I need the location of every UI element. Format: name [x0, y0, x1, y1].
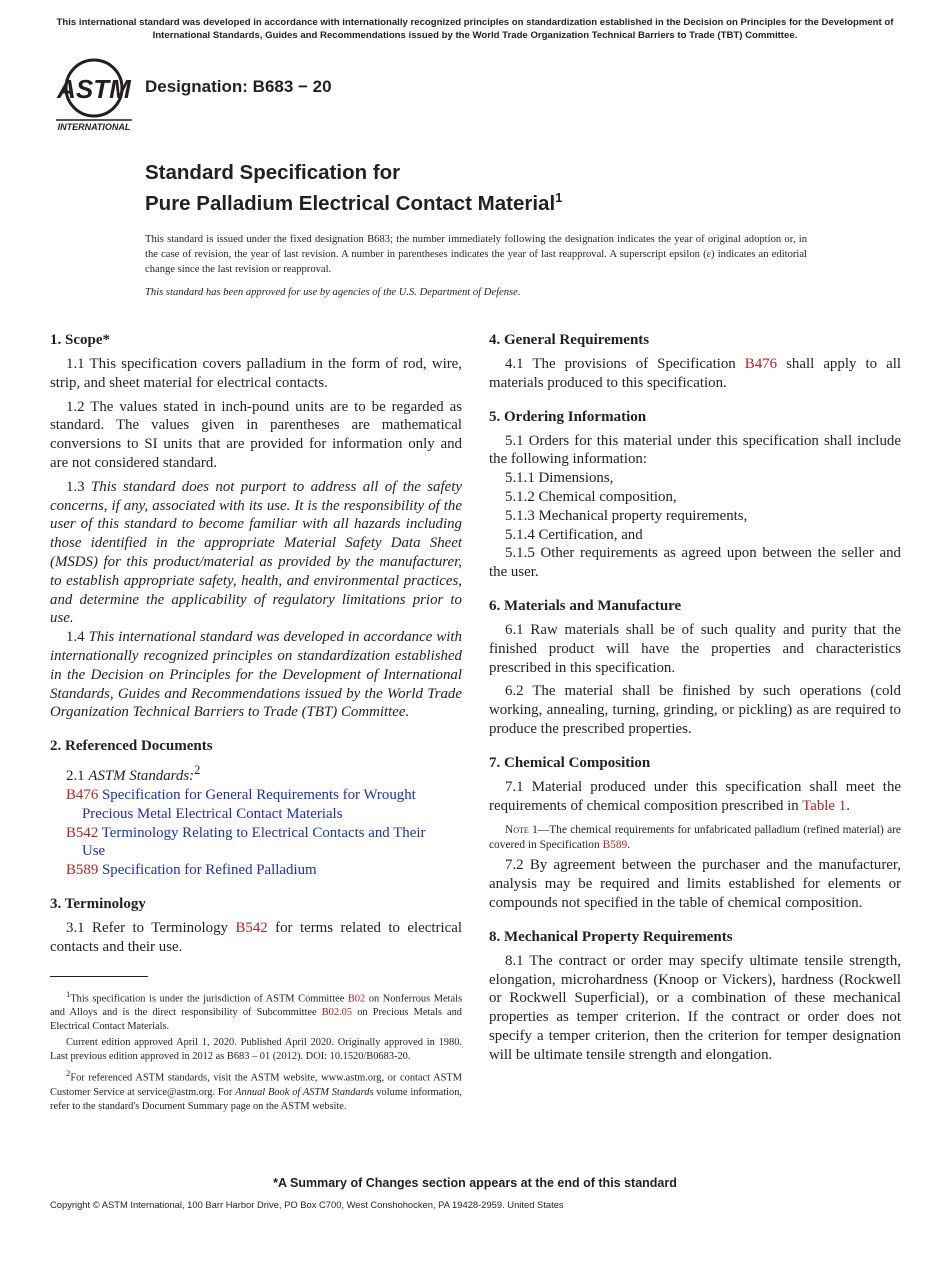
- left-column: [50, 330, 462, 970]
- footnote-1: $^1$This specification is under the jurisdiction of ASTM Committee B02 on Nonferrous Metals and Alloys and is the direct responsibility of Subcommittee B02.05 on Precious Metals and Electrical Contact Materials.: [50, 989, 462, 1033]
- section-heading: 4. General Requirements: [489, 332, 650, 348]
- section-materials-manufacture: [489, 596, 901, 739]
- section-heading: 1. Scope*: [50, 332, 110, 348]
- footnote-1-edition: Current edition approved April 1, 2020. Published April 2020. Originally approved in 1980. Last previous edition approved in 2012 as B683 – 01 (2012). DOI: 10.1520/B0683-20.: [50, 1037, 462, 1063]
- ref-code-link[interactable]: B589: [66, 862, 99, 879]
- designation: Designation: B683 − 20: [145, 77, 332, 96]
- list-item: 5.1.1 Dimensions,: [505, 470, 614, 487]
- section-mechanical-properties: [489, 927, 901, 1065]
- title-footnote-marker: 1: [555, 190, 563, 205]
- list-item: 5.1.4 Certification, and: [505, 526, 643, 543]
- right-column: [489, 330, 901, 1079]
- paragraph-5-1-5: 5.1.5 Other requirements as agreed upon between the seller and the user.: [489, 545, 901, 581]
- section-heading: 8. Mechanical Property Requirements: [489, 928, 733, 945]
- section-scope: [50, 330, 462, 722]
- section-heading: 6. Materials and Manufacture: [489, 597, 682, 614]
- footnotes: [50, 976, 462, 1116]
- paragraph-5-1: 5.1 Orders for this material under this specification shall include the following information:: [489, 432, 901, 468]
- paragraph-2-1: 2.1 ASTM Standards:$^2$: [66, 763, 201, 785]
- logo-text: ASTM: [57, 74, 131, 104]
- note-1: Note 1—The chemical requirements for unfabricated palladium (refined material) are covered in Specification B589.: [489, 824, 901, 852]
- reference-b476[interactable]: B476 Specification for General Requirements for Wrought Precious Metal Electrical Contact Materials: [66, 786, 416, 822]
- section-ordering-information: [489, 407, 901, 582]
- reference-b589[interactable]: B589 Specification for Refined Palladium: [66, 862, 317, 879]
- section-general-requirements: [489, 330, 901, 393]
- paragraph-1-2: 1.2 The values stated in inch-pound units are to be regarded as standard. The values given in parentheses are mathematical conversions to SI units that are provided for information only and are not considered standard.: [50, 398, 462, 471]
- ref-code-link[interactable]: B476: [66, 786, 99, 803]
- paragraph-8-1: 8.1 The contract or order may specify ultimate tensile strength, elongation, microhardness (Knoop or Vickers), hardness (Rockwell or Rockwell Superficial), or a combination of these mechanical properties as temper criterion. If the contract or order does not specify a temper criterion, then the criterion for temper designation will be ultimate tensile strength and elongation.: [489, 952, 901, 1063]
- title-line-1: Standard Specification for: [145, 161, 401, 184]
- paragraph-1-3: 1.3 This standard does not purport to address all of the safety concerns, if any, associated with its use. It is the responsibility of the user of this standard to become familiar with all hazards including those identified in the appropriate Material Safety Data Sheet (MSDS) for this product/material as provided by the manufacturer, to establish appropriate safety, health, and environmental practices, and determine the applicability of regulatory limitations prior to use.: [50, 478, 462, 627]
- list-item: 5.1.3 Mechanical property requirements,: [505, 507, 748, 524]
- copyright: Copyright © ASTM International, 100 Barr Harbor Drive, PO Box C700, West Conshohocken, PA 19428-2959. United States: [50, 1199, 564, 1210]
- astm-logo: [54, 56, 134, 134]
- paragraph-7-1: 7.1 Material produced under this specification shall meet the requirements of chemical composition prescribed in Table 1.: [489, 778, 901, 814]
- ref-code-link[interactable]: B542: [66, 824, 99, 841]
- reference-b542[interactable]: B542 Terminology Relating to Electrical Contacts and Their Use: [66, 824, 426, 860]
- section-terminology: [50, 894, 462, 957]
- summary-of-changes-note: *A Summary of Changes section appears at the end of this standard: [273, 1176, 677, 1190]
- preface-paragraph: This standard is issued under the fixed designation B683; the number immediately following the designation indicates the year of original adoption or, in the case of revision, the year of last revision. A number in parentheses indicates the year of last reapproval. A superscript epsilon (ε) indicates an editorial change since the last revision or reapproval.: [145, 234, 807, 275]
- logo-subtext: INTERNATIONAL: [57, 122, 131, 132]
- paragraph-1-1: 1.1 This specification covers palladium in the form of rod, wire, strip, and sheet material for electrical contacts.: [50, 356, 462, 391]
- preface: [145, 232, 807, 308]
- paragraph-6-2: 6.2 The material shall be finished by such operations (cold working, annealing, turning, grinding, or pickling) as are required to produce the prescribed properties.: [489, 683, 901, 737]
- section-referenced-documents: [50, 736, 462, 880]
- section-chemical-composition: [489, 753, 901, 913]
- section-heading: 3. Terminology: [50, 895, 146, 912]
- paragraph-7-2: 7.2 By agreement between the purchaser and the manufacturer, analysis may be required and limits established for elements or compounds not specified in the table of chemical composition.: [489, 857, 901, 911]
- ref-link[interactable]: B589: [602, 839, 628, 852]
- dod-approval: This standard has been approved for use by agencies of the U.S. Department of Defense.: [145, 287, 521, 298]
- footnote-2: $^2$For referenced ASTM standards, visit the ASTM website, www.astm.org, or contact ASTM Customer Service at service@astm.org. For Annual Book of ASTM Standards volume information, refer to the standard's Document Summary page on the ASTM website.: [50, 1068, 462, 1112]
- paragraph-6-1: 6.1 Raw materials shall be of such quality and purity that the finished product will have the properties and characteristics prescribed in this specification.: [489, 621, 901, 676]
- paragraph-1-4: 1.4 This international standard was developed in accordance with internationally recognized principles on standardization established in the Decision on Principles for the Development of International Standards, Guides and Recommendations issued by the World Trade Organization Technical Barriers to Trade (TBT) Committee.: [50, 629, 462, 721]
- title-line-2: Pure Palladium Electrical Contact Material$^1$: [145, 190, 563, 215]
- ref-link[interactable]: B476: [744, 356, 778, 372]
- top-notice: This international standard was developed in accordance with internationally recognized principles on standardization established in the Decision on Principles for the Development of International Standards, Guides and Recommendations issued by the World Trade Organization Technical Barriers to Trade (TBT) Committee.: [56, 17, 894, 41]
- ref-link[interactable]: B542: [235, 919, 268, 936]
- table-1-link[interactable]: Table 1: [802, 797, 847, 814]
- committee-link[interactable]: B02: [347, 993, 366, 1005]
- document-title: [145, 160, 562, 216]
- paragraph-4-1: 4.1 The provisions of Specification B476 shall apply to all materials produced to this specification.: [489, 356, 901, 391]
- section-heading: 2. Referenced Documents: [50, 738, 213, 755]
- section-heading: 5. Ordering Information: [489, 408, 647, 425]
- subcommittee-link[interactable]: B02.05: [321, 1007, 353, 1019]
- footnote-divider: [50, 976, 148, 977]
- section-heading: 7. Chemical Composition: [489, 754, 651, 771]
- list-item: 5.1.2 Chemical composition,: [505, 488, 677, 505]
- paragraph-3-1: 3.1 Refer to Terminology B542 for terms related to electrical contacts and their use.: [50, 919, 462, 955]
